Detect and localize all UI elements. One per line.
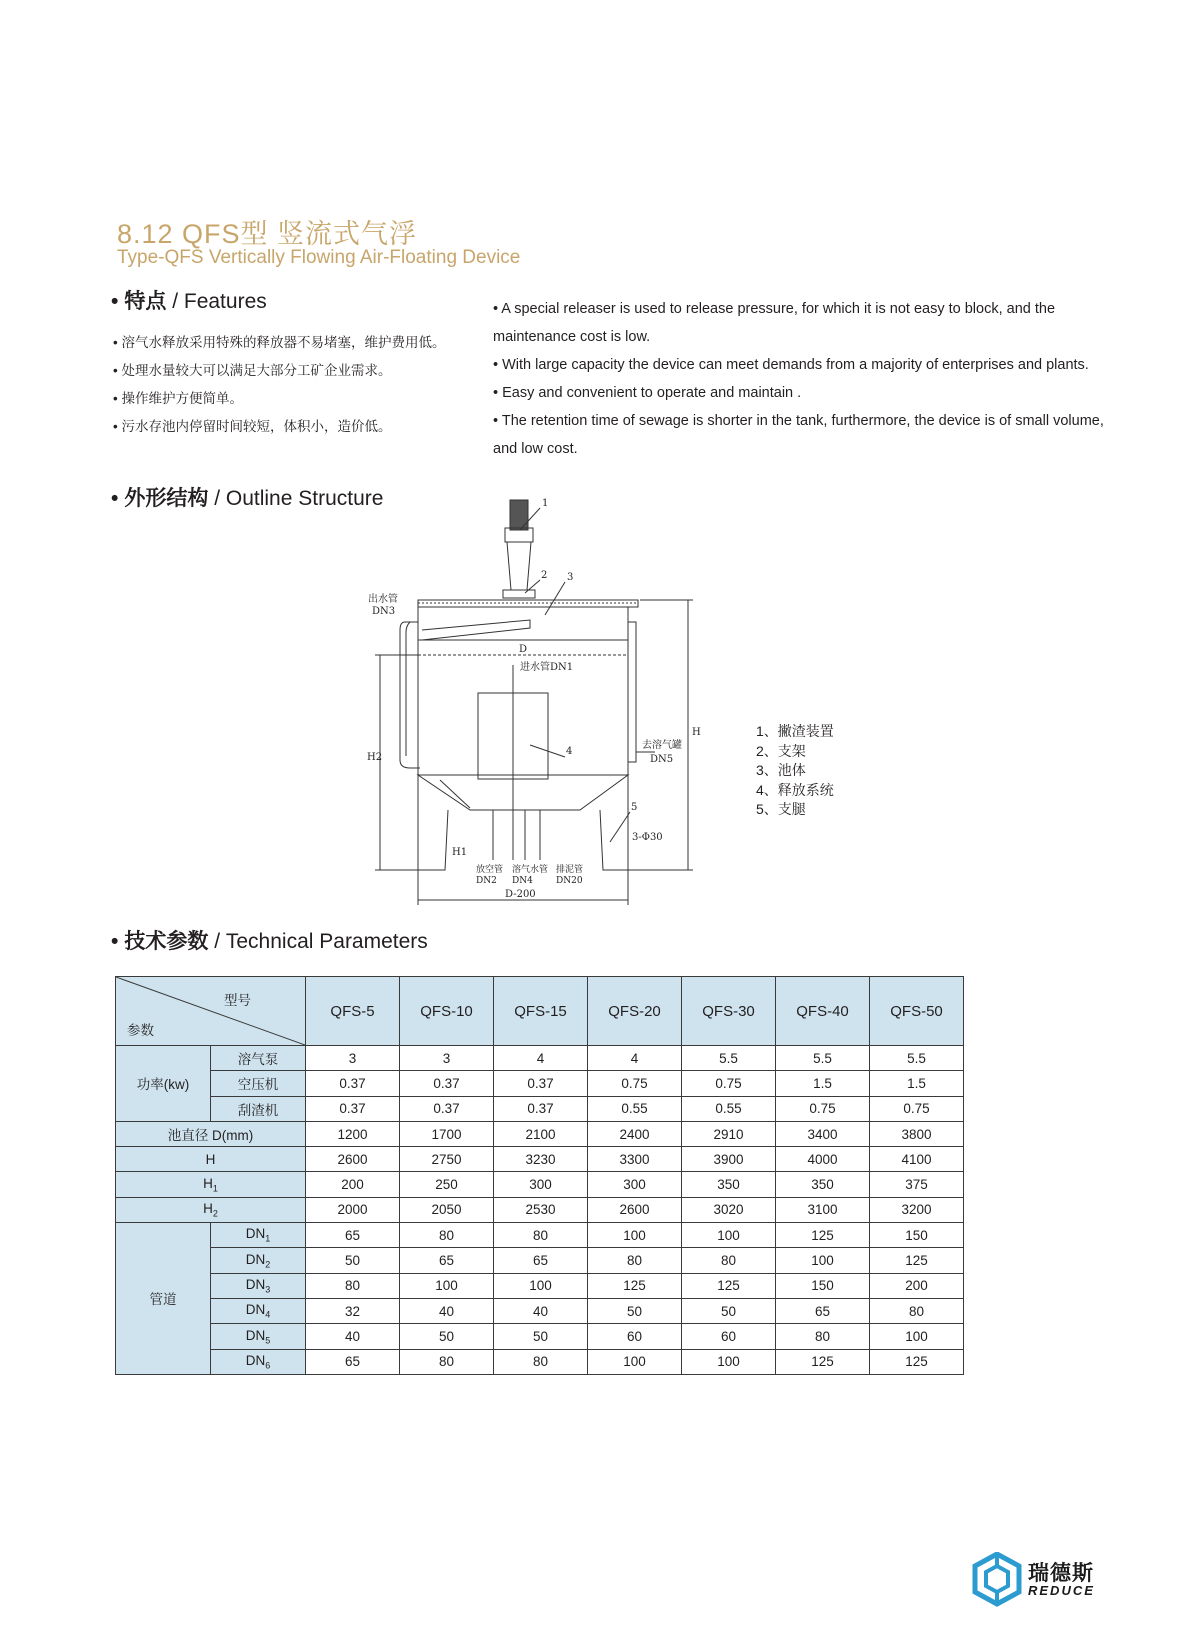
label-d: D <box>519 644 528 655</box>
table-cell: 65 <box>306 1223 400 1248</box>
table-cell: 100 <box>682 1349 776 1374</box>
model-header: QFS-20 <box>588 977 682 1046</box>
table-cell: 60 <box>588 1324 682 1349</box>
label-dn4: DN4 <box>512 876 533 886</box>
table-cell: 125 <box>776 1349 870 1374</box>
table-cell: 2910 <box>682 1121 776 1146</box>
table-cell: 200 <box>306 1172 400 1197</box>
table-row <box>116 1298 964 1323</box>
table-cell: 300 <box>494 1172 588 1197</box>
features-list-en <box>493 295 1108 463</box>
table-header-row <box>116 977 964 1046</box>
table-cell: 4100 <box>870 1147 964 1172</box>
label-1: 1 <box>542 498 549 509</box>
params-heading: • 技术参数 / Technical Parameters <box>111 930 428 953</box>
model-header: QFS-30 <box>682 977 776 1046</box>
table-cell: 3300 <box>588 1147 682 1172</box>
label-3: 3 <box>567 572 574 583</box>
list-item: • 操作维护方便简单。 <box>113 391 243 406</box>
table-row <box>116 1324 964 1349</box>
table-cell: 40 <box>494 1298 588 1323</box>
label-4: 4 <box>566 746 573 757</box>
table-row <box>116 1197 964 1222</box>
legend-item: 3、池体 <box>756 762 806 778</box>
table-cell: 80 <box>306 1273 400 1298</box>
table-cell: 80 <box>494 1349 588 1374</box>
power-group-label: 功率(kw) <box>116 1046 211 1122</box>
drawing-legend <box>756 722 834 820</box>
table-cell: 4 <box>588 1046 682 1071</box>
row-label: $DN_2$ <box>211 1248 306 1273</box>
table-cell: 3 <box>400 1046 494 1071</box>
table-cell: 0.75 <box>776 1096 870 1121</box>
legend-item: 5、支腿 <box>756 801 806 817</box>
table-cell: 100 <box>682 1223 776 1248</box>
table-cell: 0.37 <box>306 1071 400 1096</box>
legend-item: 1、撇渣装置 <box>756 723 834 739</box>
row-label: 刮渣机 <box>211 1096 306 1121</box>
table-cell: 1700 <box>400 1121 494 1146</box>
logo-hexagon-icon <box>972 1552 1022 1607</box>
table-cell: 0.37 <box>306 1096 400 1121</box>
table-cell: 0.37 <box>494 1096 588 1121</box>
table-cell: 100 <box>870 1324 964 1349</box>
table-cell: 125 <box>776 1223 870 1248</box>
label-h2: H2 <box>367 752 383 763</box>
list-item: • 处理水量较大可以满足大部分工矿企业需求。 <box>113 363 392 378</box>
table-cell: 50 <box>400 1324 494 1349</box>
table-cell: 100 <box>494 1273 588 1298</box>
table-cell: 65 <box>306 1349 400 1374</box>
table-cell: 2050 <box>400 1197 494 1222</box>
table-cell: 2600 <box>588 1197 682 1222</box>
label-air-tank: 去溶气罐 <box>642 740 682 751</box>
table-cell: 80 <box>682 1248 776 1273</box>
table-cell: 5.5 <box>870 1046 964 1071</box>
parameters-table <box>115 976 964 1375</box>
table-row <box>116 1172 964 1197</box>
table-row <box>116 1147 964 1172</box>
table-cell: 150 <box>870 1223 964 1248</box>
table-row <box>116 1223 964 1248</box>
table-cell: 65 <box>400 1248 494 1273</box>
table-row <box>116 1071 964 1096</box>
table-cell: 40 <box>306 1324 400 1349</box>
table-row <box>116 1096 964 1121</box>
table-cell: 50 <box>306 1248 400 1273</box>
table-cell: 32 <box>306 1298 400 1323</box>
table-cell: 80 <box>400 1223 494 1248</box>
table-cell: 350 <box>776 1172 870 1197</box>
table-cell: 350 <box>682 1172 776 1197</box>
table-cell: 0.37 <box>400 1071 494 1096</box>
table-cell: 0.75 <box>870 1096 964 1121</box>
row-label: $DN_1$ <box>211 1223 306 1248</box>
table-cell: 125 <box>588 1273 682 1298</box>
table-cell: 65 <box>776 1298 870 1323</box>
table-cell: 3 <box>306 1046 400 1071</box>
table-cell: 0.55 <box>588 1096 682 1121</box>
page-title: 8.12 QFS型 竖流式气浮 <box>117 219 418 249</box>
logo-text-cn: 瑞德斯 <box>1028 1562 1094 1585</box>
label-d200: D-200 <box>505 889 536 900</box>
table-cell: 3900 <box>682 1147 776 1172</box>
row-label: $H_1$ <box>116 1172 306 1197</box>
table-cell: 3400 <box>776 1121 870 1146</box>
row-label: $H_2$ <box>116 1197 306 1222</box>
label-drain: 放空管 <box>476 865 504 875</box>
outline-heading: • 外形结构 / Outline Structure <box>111 487 384 510</box>
row-label: $DN_5$ <box>211 1324 306 1349</box>
company-logo <box>972 1552 1102 1607</box>
model-header: QFS-50 <box>870 977 964 1046</box>
table-cell: 0.75 <box>588 1071 682 1096</box>
model-header: QFS-10 <box>400 977 494 1046</box>
label-inlet: 进水管DN1 <box>520 662 574 673</box>
corner-param-label: 参数 <box>127 1023 154 1038</box>
table-cell: 375 <box>870 1172 964 1197</box>
table-cell: 250 <box>400 1172 494 1197</box>
table-cell: 100 <box>400 1273 494 1298</box>
label-dn5: DN5 <box>650 754 674 765</box>
table-cell: 125 <box>870 1349 964 1374</box>
table-cell: 300 <box>588 1172 682 1197</box>
table-cell: 100 <box>588 1349 682 1374</box>
table-cell: 2400 <box>588 1121 682 1146</box>
list-item: • 溶气水释放采用特殊的释放器不易堵塞，维护费用低。 <box>113 335 446 350</box>
table-cell: 2530 <box>494 1197 588 1222</box>
table-cell: 3100 <box>776 1197 870 1222</box>
label-dn2: DN2 <box>476 876 497 886</box>
table-cell: 3800 <box>870 1121 964 1146</box>
features-list-cn <box>113 329 445 441</box>
label-2: 2 <box>541 570 548 581</box>
table-cell: 50 <box>494 1324 588 1349</box>
label-dn3: DN3 <box>372 606 396 617</box>
table-cell: 0.75 <box>682 1071 776 1096</box>
table-cell: 150 <box>776 1273 870 1298</box>
table-cell: 50 <box>588 1298 682 1323</box>
table-cell: 80 <box>776 1324 870 1349</box>
list-item: • With large capacity the device can meet demands from a majority of enterprises and plants. <box>493 357 1089 373</box>
table-cell: 1200 <box>306 1121 400 1146</box>
model-header: QFS-15 <box>494 977 588 1046</box>
label-h: H <box>692 727 701 738</box>
table-cell: 80 <box>870 1298 964 1323</box>
table-cell: 3020 <box>682 1197 776 1222</box>
table-cell: 100 <box>776 1248 870 1273</box>
table-cell: 125 <box>870 1248 964 1273</box>
table-cell: 80 <box>588 1248 682 1273</box>
label-dissolved: 溶气水管 <box>512 865 549 875</box>
table-row <box>116 1046 964 1071</box>
table-cell: 4000 <box>776 1147 870 1172</box>
corner-model-label: 型号 <box>224 993 251 1008</box>
label-dn20: DN20 <box>556 876 583 886</box>
table-cell: 3230 <box>494 1147 588 1172</box>
model-header: QFS-5 <box>306 977 400 1046</box>
table-cell: 0.37 <box>494 1071 588 1096</box>
label-legs: 3-Φ30 <box>632 832 663 843</box>
table-cell: 80 <box>494 1223 588 1248</box>
outline-structure-drawing <box>355 490 705 915</box>
legend-item: 4、释放系统 <box>756 781 834 798</box>
table-cell: 2600 <box>306 1147 400 1172</box>
page-subtitle: Type-QFS Vertically Flowing Air-Floating Device <box>117 247 521 268</box>
row-label: 空压机 <box>211 1071 306 1096</box>
legend-item: 2、支架 <box>756 742 806 759</box>
row-label: $DN_3$ <box>211 1273 306 1298</box>
table-corner-cell <box>116 977 306 1046</box>
row-label: $DN_6$ <box>211 1349 306 1374</box>
list-item: • Easy and convenient to operate and maintain . <box>493 385 802 401</box>
table-row <box>116 1121 964 1146</box>
table-cell: 40 <box>400 1298 494 1323</box>
table-cell: 5.5 <box>776 1046 870 1071</box>
table-cell: 60 <box>682 1324 776 1349</box>
table-cell: 125 <box>682 1273 776 1298</box>
table-row <box>116 1349 964 1374</box>
row-label: 池直径 D(mm) <box>116 1121 306 1146</box>
row-label: $DN_4$ <box>211 1298 306 1323</box>
table-cell: 0.37 <box>400 1096 494 1121</box>
list-item: • A special releaser is used to release pressure, for which it is not easy to block, and the maintenance cost is low. <box>493 301 1056 345</box>
pipe-group-label: 管道 <box>116 1223 211 1375</box>
table-cell: 100 <box>588 1223 682 1248</box>
table-cell: 5.5 <box>682 1046 776 1071</box>
table-cell: 2750 <box>400 1147 494 1172</box>
table-cell: 1.5 <box>870 1071 964 1096</box>
row-label: 溶气泵 <box>211 1046 306 1071</box>
table-cell: 50 <box>682 1298 776 1323</box>
model-header: QFS-40 <box>776 977 870 1046</box>
logo-text-en: REDUCE <box>1028 1583 1095 1598</box>
table-cell: 200 <box>870 1273 964 1298</box>
label-sludge: 排泥管 <box>556 865 584 875</box>
table-row <box>116 1273 964 1298</box>
label-5: 5 <box>631 802 638 813</box>
label-outlet: 出水管 <box>368 594 398 605</box>
table-row <box>116 1248 964 1273</box>
row-label: H <box>116 1147 306 1172</box>
table-cell: 80 <box>400 1349 494 1374</box>
list-item: • 污水存池内停留时间较短，体积小，造价低。 <box>113 419 392 434</box>
table-cell: 2000 <box>306 1197 400 1222</box>
features-heading: • 特点 / Features <box>111 290 267 313</box>
table-cell: 4 <box>494 1046 588 1071</box>
list-item: • The retention time of sewage is shorter in the tank, furthermore, the device is of small volume, and low cost. <box>493 413 1104 457</box>
table-cell: 65 <box>494 1248 588 1273</box>
table-cell: 1.5 <box>776 1071 870 1096</box>
table-cell: 0.55 <box>682 1096 776 1121</box>
label-h1: H1 <box>452 847 468 858</box>
table-cell: 3200 <box>870 1197 964 1222</box>
table-cell: 2100 <box>494 1121 588 1146</box>
